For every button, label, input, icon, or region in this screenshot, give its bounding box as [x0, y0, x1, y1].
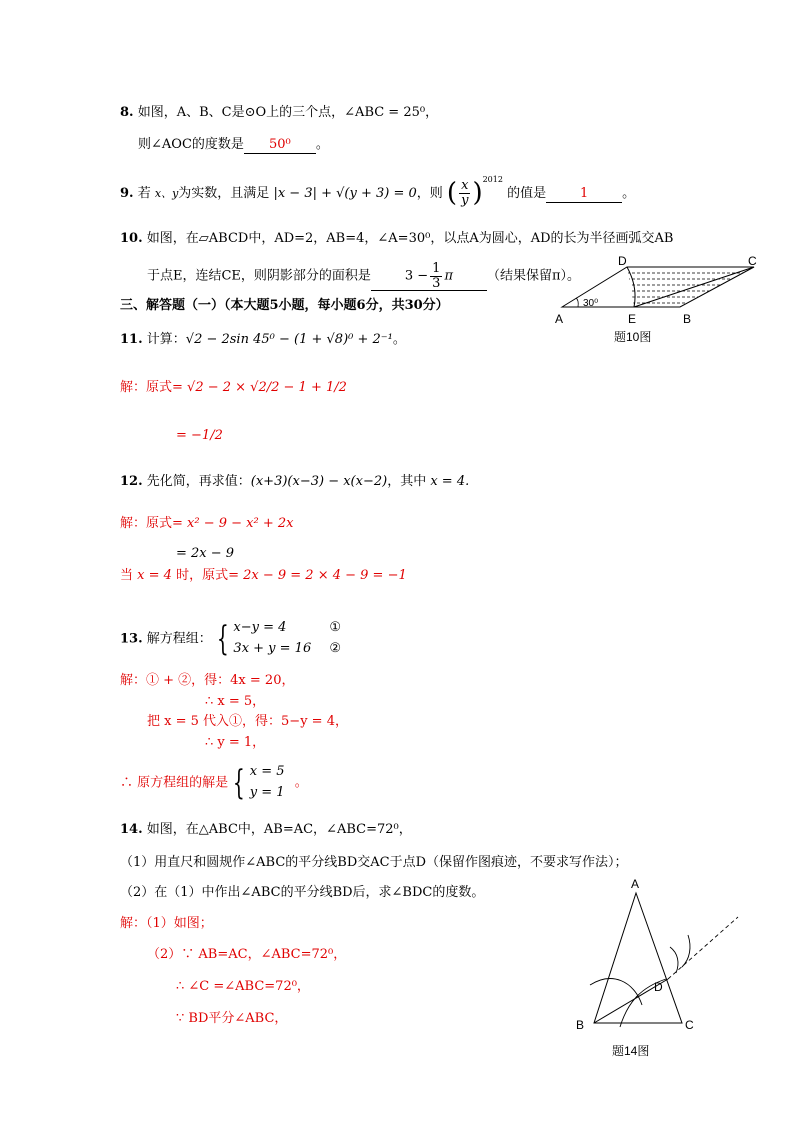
q13-number: 13. — [120, 631, 143, 647]
q9-end: 。 — [622, 186, 636, 202]
q14-line2: （1）用直尺和圆规作∠ABC的平分线BD交AC于点D（保留作图痕迹，不要求写作法）； — [120, 855, 628, 870]
fig10-label-d: D — [618, 255, 627, 268]
construction-arc-3 — [670, 947, 678, 973]
figure-14 — [570, 875, 760, 1065]
q8-answer: 50⁰ — [244, 137, 316, 154]
q10-answer — [371, 262, 487, 291]
q10-text2: 于点E，连结CE，则阴影部分的面积是 — [147, 268, 371, 284]
q9-pre: 若 — [137, 186, 151, 202]
q14-text1: 如图，在△ABC中，AB=AC，∠ABC=72⁰， — [146, 822, 412, 837]
q12-sol-label: 解：原式 — [120, 516, 173, 531]
fig14-caption: 题14图 — [612, 1044, 650, 1058]
q11-step1: = √2 − 2 × √2/2 − 1 + 1/2 — [172, 380, 347, 395]
q13-sol1: x = 5 — [249, 764, 285, 779]
q12-step3-eq: = 2x − 9 = 2 × 4 − 9 = −1 — [228, 568, 407, 583]
construction-arc-4 — [682, 935, 690, 967]
q9-frac-num: x — [461, 178, 469, 194]
q14-s1: 解：（1）如图； — [120, 916, 213, 931]
q13-s3: 把 x = 5 代入①，得：5−y = 4， — [147, 714, 348, 729]
q10-line1 — [120, 231, 673, 247]
q13-s2: ∴ x = 5， — [205, 694, 266, 709]
fig14-label-d: D — [654, 980, 663, 994]
q10-ans-den: 3 — [432, 275, 441, 291]
q14-line1 — [120, 822, 412, 838]
q12-number: 12. — [120, 474, 143, 489]
fig14-label-c: C — [685, 1018, 694, 1032]
q9-mid: 为实数，且满足 — [178, 186, 270, 202]
q12-prompt-pre: 先化简，再求值： — [146, 474, 251, 489]
q8-text: 如图，A、B、C是⊙O上的三个点，∠ABC = 25⁰， — [137, 105, 439, 120]
q12-step1: = x² − 9 − x² + 2x — [172, 516, 294, 531]
q8-line1 — [120, 105, 438, 121]
q11-solution-step2: = −1/2 — [176, 428, 223, 443]
q10-text: 如图，在▱ABCD中，AD=2，AB=4，∠A=30⁰，以点A为圆心，AD的长为半径画弧交AB — [146, 231, 674, 246]
q13-s5-post: 。 — [294, 775, 308, 791]
q13-prompt: 13. 解方程组： { x−y = 4 3x + y = 16 ① ② — [120, 618, 342, 659]
q10-ans-int: 3 − — [404, 268, 429, 284]
construction-arc-1 — [590, 979, 642, 1005]
q14-s4: ∵ BD平分∠ABC， — [176, 1011, 288, 1026]
q8-line2 — [138, 137, 329, 154]
q13-eq1: x−y = 4 — [233, 620, 287, 635]
q10-ans-pi: π — [444, 268, 453, 284]
q13-s5: ∴ 原方程组的解是 { x = 5 y = 1 。 — [120, 762, 308, 803]
q11-expression: √2 − 2sin 45⁰ − (1 + √8)⁰ + 2⁻¹ — [185, 332, 393, 347]
q12-prompt — [120, 474, 469, 490]
q14-s2: （2）∵ AB=AC，∠ABC=72⁰， — [147, 947, 347, 962]
q9-equation: |x − 3| + √(y + 3) = 0 — [273, 186, 417, 202]
figure-10 — [552, 255, 772, 355]
q13-mark2: ② — [329, 640, 342, 656]
q14-s3: ∴ ∠C =∠ABC=72⁰， — [176, 979, 310, 994]
q13-mark1: ① — [329, 620, 342, 635]
q12-solution-step1 — [120, 516, 293, 532]
q12-expression: (x+3)(x−3) − x(x−2) — [250, 474, 388, 489]
q13-s4: ∴ y = 1， — [205, 735, 266, 750]
q13-eq2: 3x + y = 16 — [233, 640, 312, 656]
bisector-extension — [668, 917, 738, 979]
q12-step3-mid: 时，原式 — [176, 568, 229, 583]
q9-number: 9. — [120, 186, 134, 202]
q14-line3: （2）在（1）中作出∠ABC的平分线BD后，求∠BDC的度数。 — [120, 885, 485, 900]
q13-prompt-text: 解方程组： — [146, 631, 212, 647]
q10-line2 — [147, 262, 580, 291]
fig10-angle: 30⁰ — [583, 298, 599, 309]
q8-end: 。 — [315, 137, 329, 152]
q11-solution-step1 — [120, 380, 347, 396]
q9-then: ，则 — [416, 186, 443, 202]
q12-condition: x = 4. — [430, 474, 470, 489]
q11-prompt-post: 。 — [392, 332, 406, 347]
q13-s5-pre: ∴ 原方程组的解是 — [120, 775, 229, 791]
q8-number: 8. — [120, 105, 134, 120]
q11-number: 11. — [120, 332, 143, 347]
q10-number: 10. — [120, 231, 143, 246]
triangle-abc — [594, 893, 682, 1023]
q10-end: （结果保留π）。 — [486, 268, 580, 284]
q13-sol2: y = 1 — [249, 784, 285, 800]
q12-solution-step2: = 2x − 9 — [176, 546, 235, 561]
section3-title: 三、解答题（一）（本大题5小题，每小题6分，共30分） — [120, 298, 449, 313]
fig14-label-a: A — [631, 877, 640, 891]
q12-solution-step3 — [120, 568, 407, 584]
q10-ans-num: 1 — [432, 261, 441, 276]
q12-step3-pre: 当 — [120, 568, 134, 583]
q9-vars: x、y — [154, 187, 179, 201]
fig10-caption: 题10图 — [614, 330, 652, 344]
q9-answer: 1 — [546, 186, 622, 203]
q11-sol-label: 解：原式 — [120, 380, 173, 395]
q9-frac-den: y — [461, 193, 469, 209]
q14-number: 14. — [120, 822, 143, 837]
q9-exponent: 2012 — [482, 174, 503, 184]
q11-prompt-pre: 计算： — [146, 332, 186, 347]
q12-step3-cond: x = 4 — [137, 568, 172, 583]
q9-post: 的值是 — [507, 186, 547, 202]
fig10-label-a: A — [555, 312, 564, 326]
q13-s1: 解：① + ②，得：4x = 20， — [120, 673, 295, 688]
q12-prompt-mid: ，其中 — [387, 474, 427, 489]
q8-text2: 则∠AOC的度数是 — [138, 137, 244, 152]
fig10-label-e: E — [628, 312, 637, 326]
fig10-label-c: C — [748, 255, 757, 268]
q9-line: 9. 若 x、y为实数，且满足 |x − 3| + √(y + 3) = 0，则 ( $\frac{x}{y}$ )$^{2012}$ 的值是 1 。 — [120, 174, 636, 209]
fig10-label-b: B — [683, 312, 692, 326]
q11-prompt — [120, 332, 406, 348]
fig14-label-b: B — [576, 1018, 585, 1032]
